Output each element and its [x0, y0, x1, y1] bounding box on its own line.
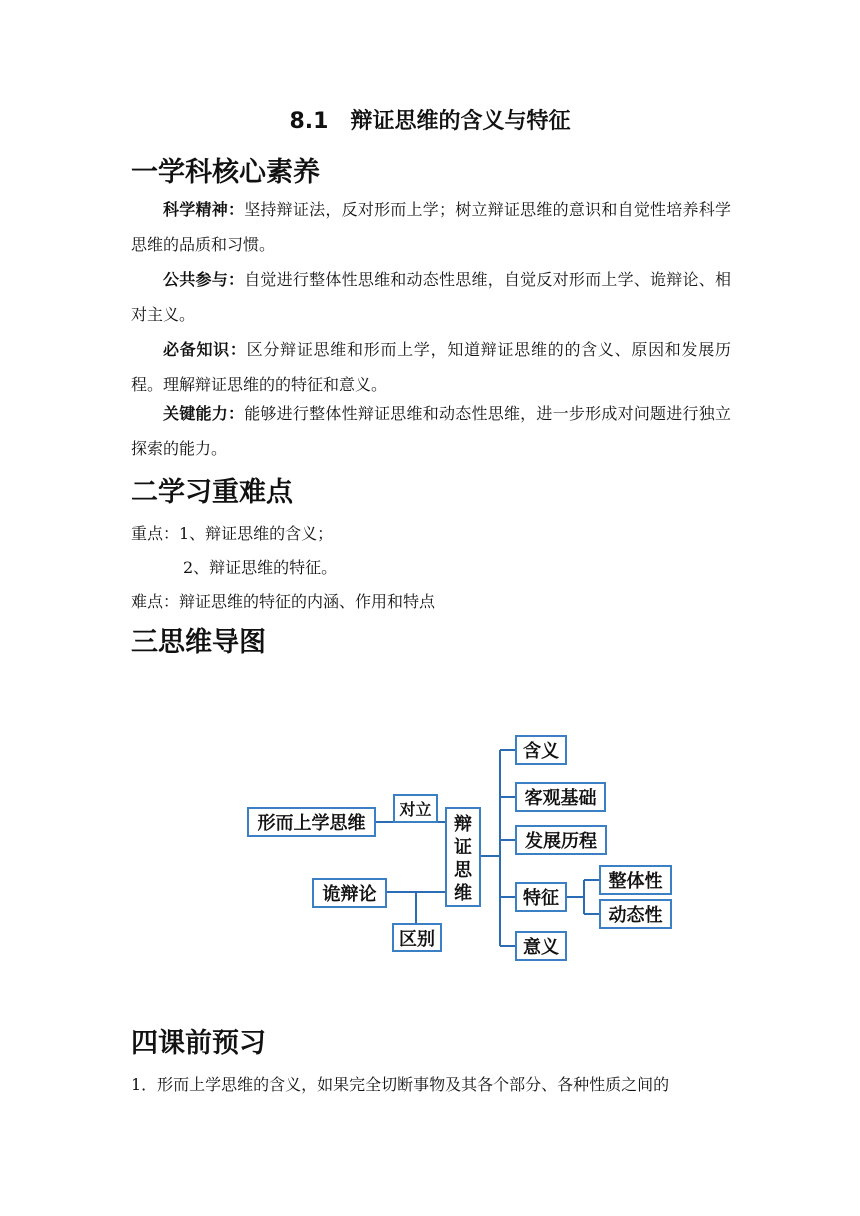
section-heading-key-difficult-points: 二学习重难点 — [131, 477, 293, 508]
text-meaning: 含义 — [523, 741, 559, 762]
text-center-char-2: 证 — [454, 837, 472, 858]
label-public-participation: 公共参与： — [163, 270, 245, 289]
text-scientific-spirit: 坚持辩证法，反对形而上学；树立辩证思维的意识和自觉性培养科学思维的品质和习惯。 — [131, 200, 731, 254]
text-key-ability: 能够进行整体性辩证思维和动态性思维，进一步形成对问题进行独立探索的能力。 — [131, 404, 731, 458]
section-heading-preview: 四课前预习 — [131, 1028, 266, 1059]
text-center-char-1: 辩 — [454, 814, 472, 835]
section-heading-mind-map: 三思维导图 — [131, 627, 266, 658]
text-public-participation: 自觉进行整体性思维和动态性思维，自觉反对形而上学、诡辩论、相对主义。 — [131, 270, 731, 324]
text-wholeness: 整体性 — [608, 871, 663, 892]
label-scientific-spirit: 科学精神： — [163, 200, 245, 219]
difficult-point: 难点：辩证思维的特征的内涵、作用和特点 — [131, 592, 436, 611]
text-distinction: 区别 — [399, 929, 435, 950]
text-metaphysics: 形而上学思维 — [257, 813, 366, 834]
preview-line-1: 1．形而上学思维的含义，如果完全切断事物及其各个部分、各种性质之间的 — [131, 1075, 670, 1094]
text-objective-basis: 客观基础 — [524, 788, 597, 809]
text-development-history: 发展历程 — [525, 831, 597, 852]
key-point-1: 重点：1、辩证思维的含义； — [131, 524, 334, 543]
text-sophistry: 诡辩论 — [322, 884, 377, 905]
document-title: 8.1 辩证思维的含义与特征 — [289, 109, 571, 134]
text-dynamism: 动态性 — [608, 905, 663, 926]
text-opposition: 对立 — [399, 800, 432, 819]
text-features: 特征 — [523, 888, 559, 909]
key-point-2: 2、辩证思维的特征。 — [183, 558, 338, 577]
text-center-char-4: 维 — [454, 883, 472, 904]
label-essential-knowledge: 必备知识： — [163, 340, 247, 359]
section-heading-core-literacy: 一学科核心素养 — [131, 157, 320, 188]
label-key-ability: 关键能力： — [163, 404, 245, 423]
text-center-char-3: 思 — [454, 860, 472, 881]
text-essential-knowledge: 区分辩证思维和形而上学，知道辩证思维的的含义、原因和发展历程。理解辩证思维的的特征和意义。 — [131, 340, 731, 394]
text-significance: 意义 — [523, 937, 559, 958]
